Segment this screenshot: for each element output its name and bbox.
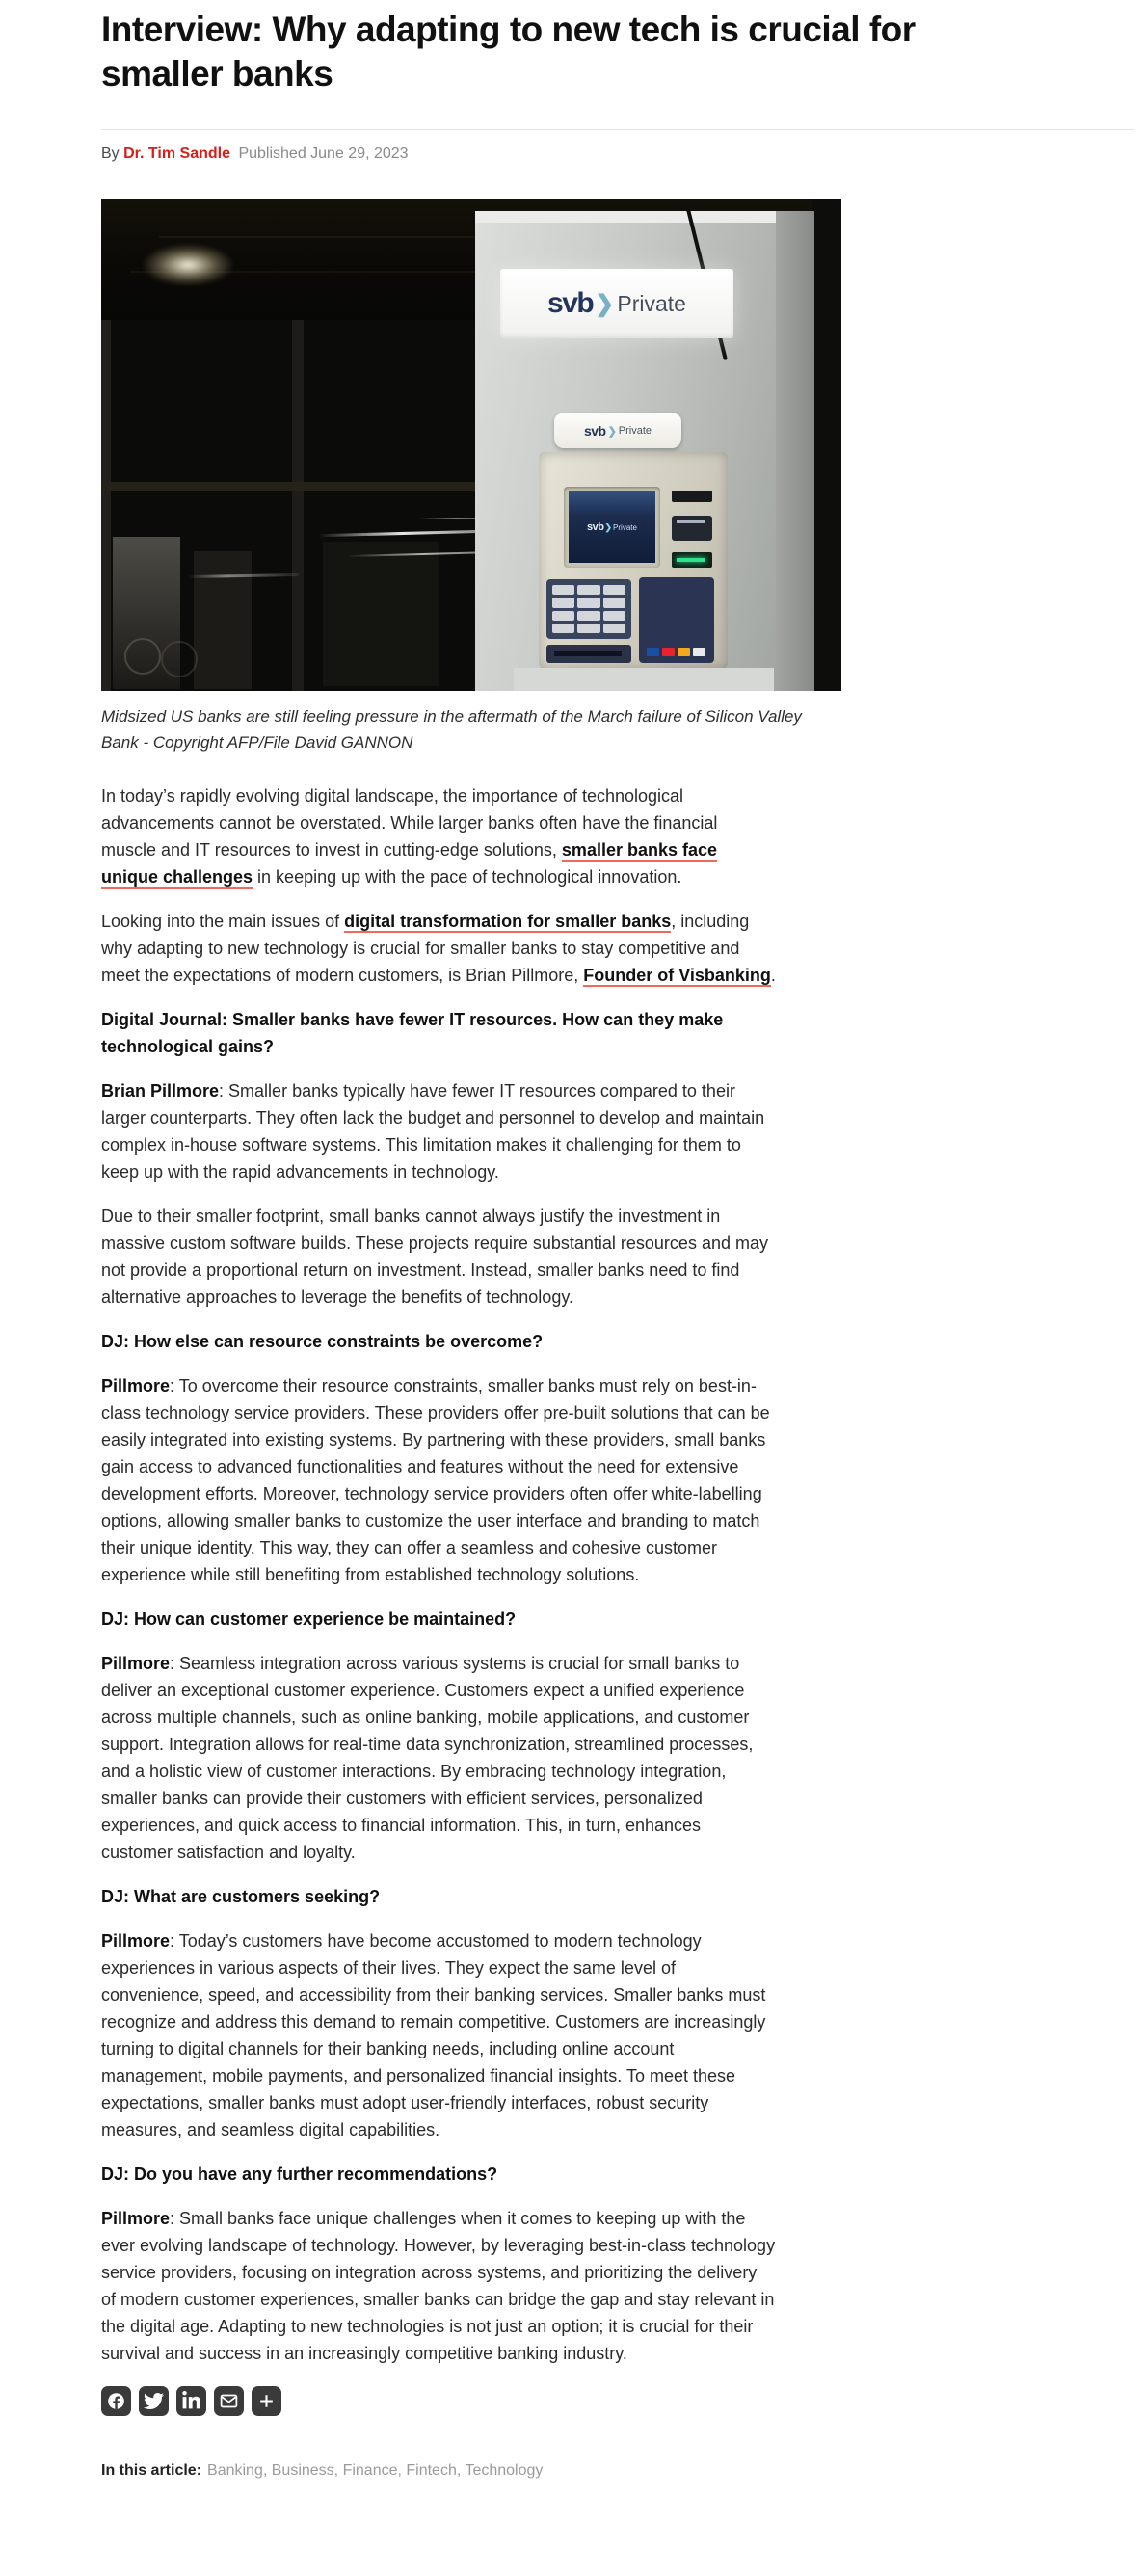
svb-product-text: Private	[613, 522, 637, 532]
tag-link[interactable]: Finance	[342, 2462, 398, 2479]
svb-sign	[500, 269, 733, 338]
window-reflection	[323, 542, 439, 686]
cash-slot	[546, 645, 631, 663]
card-network-decals	[647, 648, 705, 656]
share-twitter-button[interactable]	[139, 2386, 169, 2416]
svb-chevron-icon: ❯	[595, 290, 615, 317]
door-frame	[101, 482, 518, 491]
paragraph-text: : To overcome their resource constraints, smaller banks must rely on best-in-class technology service providers. These providers offer pre-built solutions that can be easily integrated into existing systems. By partnering with these providers, small banks gain access to advanced functionalities and features without the need for extensive development efforts. Moreover, technology service providers often offer white-labelling options, allowing smaller banks to customize the user interface and branding to match their unique identity. This way, they can offer a seamless and cohesive customer experience while still benefiting from established technology solutions.	[101, 1376, 770, 1584]
article-body	[101, 783, 776, 2367]
paragraph-text: , including why adapting to new technology is crucial for smaller banks to stay competitive and meet the expectations of modern customers, is Brian Pillmore,	[101, 912, 750, 985]
speaker-name: Pillmore	[101, 1376, 171, 1395]
paragraph-text: Looking into the main issues of	[101, 912, 345, 931]
article-paragraph	[101, 1203, 776, 1311]
paragraph-text: Digital Journal: Smaller banks have fewer IT resources. How can they make technological gains?	[101, 1010, 724, 1056]
paragraph-text: DJ: What are customers seeking?	[101, 1887, 381, 1906]
svb-logo-text: svb	[587, 521, 604, 533]
atm-screen-bezel	[564, 487, 660, 568]
plus-icon	[256, 2391, 277, 2411]
article-paragraph	[101, 2205, 776, 2367]
svb-product-text: Private	[618, 425, 652, 437]
door-frame	[101, 320, 111, 691]
share-more-button[interactable]	[252, 2386, 281, 2416]
card-slot	[672, 516, 712, 541]
share-bar	[101, 2386, 1134, 2416]
question-heading	[101, 1883, 776, 1910]
published-date: Published June 29, 2023	[238, 146, 409, 162]
tags-label: In this article:	[101, 2462, 202, 2479]
paragraph-text: .	[770, 966, 776, 985]
inline-link[interactable]: Founder of Visbanking	[583, 966, 771, 985]
author-link[interactable]: Dr. Tim Sandle	[123, 146, 230, 162]
paragraph-text: DJ: How can customer experience be maintained?	[101, 1609, 517, 1629]
byline	[101, 146, 1134, 163]
page-title: Interview: Why adapting to new tech is crucial for smaller banks	[101, 10, 916, 93]
share-email-button[interactable]	[214, 2386, 244, 2416]
speaker-name: Pillmore	[101, 1931, 171, 1951]
header-divider	[101, 129, 1134, 130]
hero-figure	[101, 199, 1134, 756]
paragraph-text: DJ: Do you have any further recommendations?	[101, 2164, 498, 2184]
question-heading	[101, 2161, 776, 2188]
bicycle-reflection	[161, 641, 198, 677]
tag-link[interactable]: Technology	[465, 2462, 544, 2479]
share-facebook-button[interactable]	[101, 2386, 131, 2416]
facebook-icon	[106, 2391, 126, 2411]
kiosk-pedestal	[514, 668, 774, 691]
byline-prefix: By	[101, 146, 120, 162]
door-frame	[292, 320, 304, 691]
atm-side-panel	[639, 577, 714, 663]
question-heading	[101, 1006, 776, 1060]
paragraph-text: Due to their smaller footprint, small banks cannot always justify the investment in massive custom software builds. These projects require substantial resources and may not provide a proportional return on investment. Instead, smaller banks need to find alternative approaches to leverage the benefits of technology.	[101, 1207, 768, 1307]
paragraph-text: : Seamless integration across various systems is crucial for small banks to deliver an exceptional customer experience. Customers expect a unified experience across multiple channels, such as online banking, mobile applications, and customer support. Integration allows for real-time data synchronization, streamlined processes, and a holistic view of customer interactions. By embracing technology integration, smaller banks can provide their customers with efficient services, personalized experiences, and quick access to financial information. This, in turn, enhances customer satisfaction and loyalty.	[101, 1654, 754, 1862]
hero-image	[101, 199, 841, 691]
article-paragraph	[101, 1077, 776, 1185]
tag-link[interactable]: Banking	[207, 2462, 263, 2479]
paragraph-text: DJ: How else can resource constraints be overcome?	[101, 1332, 544, 1351]
kiosk-top	[475, 211, 814, 223]
speaker-name: Pillmore	[101, 1654, 171, 1673]
twitter-icon	[144, 2391, 164, 2411]
share-linkedin-button[interactable]	[176, 2386, 206, 2416]
kiosk-side	[776, 211, 814, 691]
svb-logo-text: svb	[583, 423, 606, 438]
svb-chevron-icon: ❯	[604, 521, 613, 532]
speaker-name: Brian Pillmore	[101, 1081, 220, 1101]
email-icon	[219, 2391, 239, 2411]
tag-link[interactable]: Business	[271, 2462, 334, 2479]
window-reflection	[194, 551, 252, 689]
question-heading	[101, 1606, 776, 1633]
article-paragraph	[101, 1650, 776, 1866]
atm-keypad	[546, 579, 631, 639]
receipt-slot	[672, 491, 712, 502]
atm-screen	[569, 491, 655, 563]
atm-brand-label	[554, 413, 681, 448]
inline-link[interactable]: smaller banks face unique challenges	[101, 840, 718, 887]
ceiling-light	[142, 244, 234, 286]
card-reader-light	[672, 552, 712, 568]
atm-machine	[539, 452, 728, 669]
paragraph-text: : Today’s customers have become accustomed to modern technology experiences in various aspects of their lives. They expect the same level of convenience, speed, and accessibility from their banking services. Smaller banks must recognize and address this demand to remain competitive. Customers are increasingly turning to digital channels for their banking needs, including online account management, mobile payments, and personalized financial insights. To meet these expectations, smaller banks must adopt user-friendly interfaces, robust security measures, and seamless digital capabilities.	[101, 1931, 766, 2139]
article-tags	[101, 2462, 1134, 2480]
question-heading	[101, 1328, 776, 1355]
tag-link[interactable]: Fintech	[406, 2462, 457, 2479]
dark-edge	[812, 199, 841, 691]
article-paragraph	[101, 1927, 776, 2143]
paragraph-text: in keeping up with the pace of technological innovation.	[253, 867, 682, 887]
image-caption: Midsized US banks are still feeling pressure in the aftermath of the March failure of Silicon Valley Bank - Copyright AFP/File David GANNON	[101, 707, 802, 752]
speaker-name: Pillmore	[101, 2209, 171, 2228]
article-paragraph	[101, 1372, 776, 1588]
linkedin-icon	[181, 2391, 201, 2411]
bicycle-reflection	[124, 638, 161, 675]
svb-chevron-icon: ❯	[607, 425, 617, 438]
article-paragraph	[101, 908, 776, 989]
paragraph-text: : Small banks face unique challenges when it comes to keeping up with the ever evolving landscape of technology. However, by leveraging best-in-class technology service providers, focusing on integration across systems, and prioritizing the delivery of modern customer experiences, smaller banks can bridge the gap and stay relevant in the digital age. Adapting to new technologies is not just an option; it is crucial for their survival and success in an increasingly competitive banking industry.	[101, 2209, 776, 2363]
tag-list: Banking, Business, Finance, Fintech, Technology	[207, 2462, 544, 2479]
svb-product-text: Private	[617, 290, 686, 316]
article-paragraph	[101, 783, 776, 890]
glass-door	[101, 320, 518, 691]
svb-logo-text: svb	[547, 287, 594, 319]
paragraph-text: In today’s rapidly evolving digital landscape, the importance of technological advancements cannot be overstated. While larger banks often have the financial muscle and IT resources to invest in cutting-edge solutions,	[101, 786, 718, 860]
atm-kiosk	[475, 211, 814, 691]
paragraph-text: : Smaller banks typically have fewer IT resources compared to their larger counterparts. They often lack the budget and personnel to develop and maintain complex in-house software systems. This limitation makes it challenging for them to keep up with the rapid advancements in technology.	[101, 1081, 765, 1182]
inline-link[interactable]: digital transformation for smaller banks	[344, 912, 672, 931]
